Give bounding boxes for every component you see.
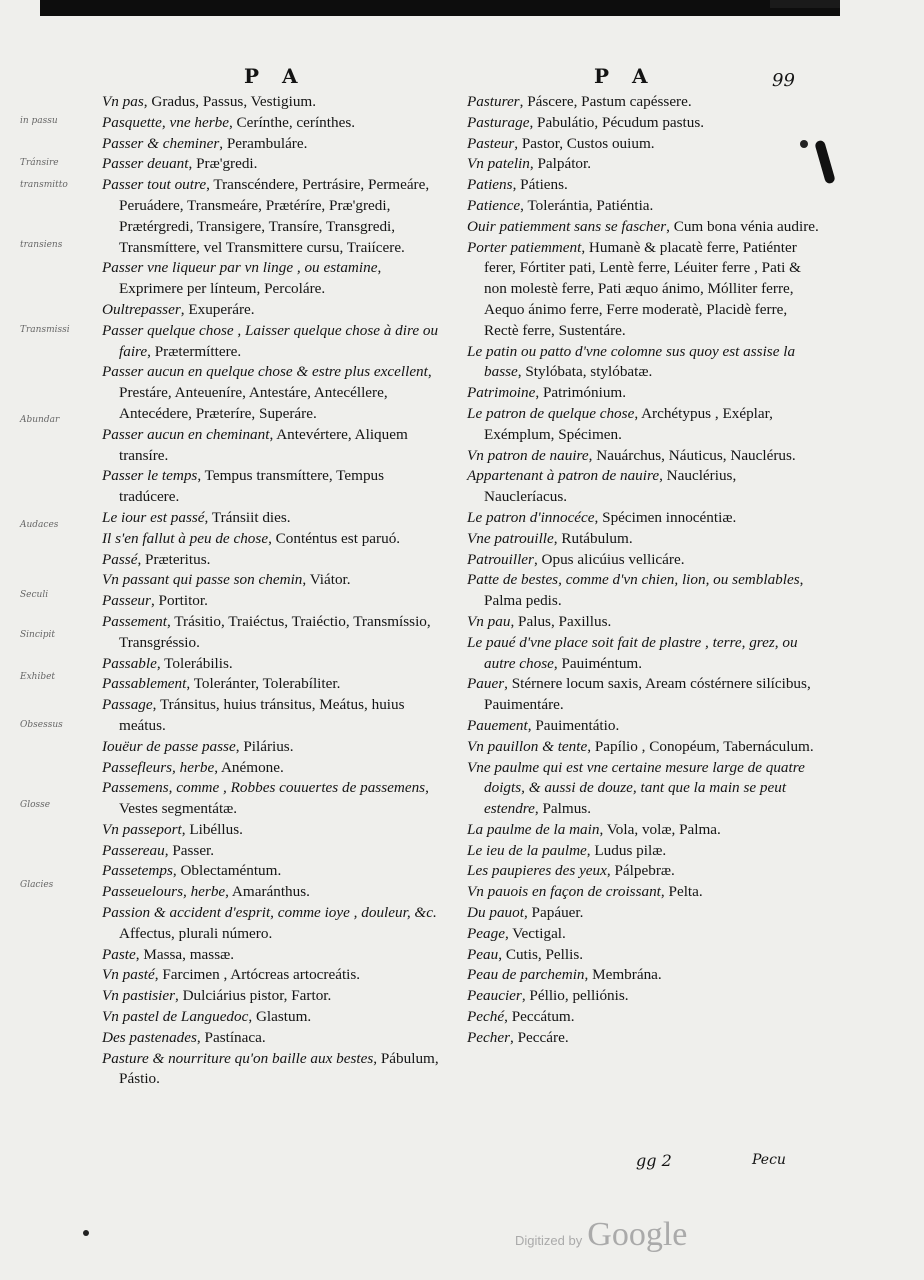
dictionary-entry [467,716,819,737]
entry-headword: Pasteur [467,134,515,152]
entry-headword: Patience [467,196,521,214]
entry-headword: Vn pastel de Languedoc [102,1008,249,1026]
entry-translation: , Cutis, Pellis. [498,945,584,963]
dictionary-entry [467,175,819,196]
dictionary-entry [467,737,819,758]
dictionary-entry [102,758,442,779]
margin-note: Glosse [20,800,51,810]
entry-headword: Passefleurs, herbe [102,758,215,776]
dictionary-entry [102,861,442,882]
entry-translation: , Vola, volæ, Palma. [599,820,721,838]
entry-translation: , Exuperáre. [180,300,255,318]
entry-headword: Pauement [467,716,528,734]
entry-translation: , Nauárchus, Náuticus, Nauclérus. [588,446,796,464]
entry-headword: Du pauot [467,904,524,922]
entry-translation: , Tolerántia, Patiéntia. [520,196,654,214]
entry-headword: Appartenant à patron de nauire [467,467,660,485]
dictionary-entry [467,1007,819,1028]
entry-headword: Passion & accident d'esprit, comme ioye , douleur, &c. [102,904,437,922]
entry-translation: , Dulciárius pistor, Fartor. [175,987,332,1005]
entry-headword: Vne patrouille [467,529,554,547]
entry-translation: , Peccáre. [510,1028,569,1046]
entry-translation: , Gradus, Passus, Vestigium. [143,93,317,110]
entry-headword: Pauer [467,675,505,693]
entry-translation: , Prætermíttere. [147,342,242,360]
entry-headword: Ouir patiemment sans se fascher [467,217,667,235]
entry-translation: , Páscere, Pastum capéssere. [519,93,692,110]
entry-headword: Passé [102,550,138,568]
entry-translation: , Pastor, Custos ouium. [514,134,655,152]
entry-headword: Patrouiller [467,550,534,568]
dictionary-entry [102,903,442,945]
dictionary-entry [102,134,442,155]
entry-headword: Vn pau [467,612,511,630]
dictionary-entry [102,778,442,820]
entry-headword: Le iour est passé [102,508,205,526]
margin-note: Abundar [20,415,60,425]
dictionary-entry [467,612,819,633]
entry-headword: Iouëur de passe passe [102,737,236,755]
dictionary-entry [102,466,442,508]
entry-headword: Passer le temps [102,467,198,485]
entry-translation: , Palmus. [534,800,592,818]
entry-headword: Des pastenades [102,1028,197,1046]
entry-headword: Les paupieres des yeux [467,862,607,880]
entry-translation: , Pátiens. [512,176,568,194]
dictionary-entry [102,92,442,113]
entry-headword: Vn passant qui passe son chemin [102,571,303,589]
entry-translation: , Tránsitus, huius tránsitus, Meátus, huius meátus. [119,696,405,734]
entry-translation: , Glastum. [248,1008,312,1026]
entry-translation: , Oblectaméntum. [172,862,282,880]
dictionary-entry [102,841,442,862]
entry-translation: , Anémone. [214,758,284,776]
watermark-prefix: Digitized by [515,1233,583,1248]
entry-translation: , Toleránter, Tolerabíliter. [186,675,341,693]
margin-note: Exhibet [20,672,56,682]
entry-headword: Passetemps [102,862,173,880]
entry-translation: , Patrimónium. [535,384,627,402]
dictionary-entry [102,550,442,571]
signature-mark: gg 2 [636,1151,672,1170]
margin-note: transmitto [20,180,68,190]
entry-translation: , Pelta. [660,883,703,901]
entry-translation: , Massa, massæ. [135,945,235,963]
entry-headword: Pasture & nourriture qu'on baille aux bestes [102,1049,374,1067]
entry-translation: , Portitor. [150,592,208,610]
dictionary-entry [467,1028,819,1049]
entry-translation: , Passer. [164,841,215,859]
entry-headword: Vn passeport [102,820,182,838]
dictionary-entry [102,362,442,424]
dictionary-entry [102,300,442,321]
entry-translation: , Péllio, pelliónis. [521,987,629,1005]
dictionary-entry [102,175,442,258]
entry-headword: Peaucier [467,987,522,1005]
dictionary-entry [102,654,442,675]
dictionary-entry [102,674,442,695]
entry-translation: , Pábulum, Pástio. [119,1049,439,1088]
entry-headword: Pasturage [467,113,530,131]
entry-translation: , Stylóbata, stylóbatæ. [517,363,653,381]
entry-translation: , Tolerábilis. [156,654,233,672]
entry-headword: Passeuelours, herbe [102,883,226,901]
entry-translation: , Rutábulum. [553,529,633,547]
dictionary-entry [102,965,442,986]
entry-headword: Passeur [102,592,151,610]
margin-note: Transmissi [20,325,70,335]
entry-translation: , Conténtus est paruó. [268,529,401,547]
entry-translation: , Ludus pilæ. [586,841,667,859]
entry-headword: Peage [467,924,505,942]
entry-translation: , Stérnere locum saxis, Aream cóstérnere silícibus, Pauimentáre. [484,675,811,714]
entry-headword: Passer quelque chose , Laisser quelque chose à dire ou faire [102,321,439,360]
entry-translation: , Viátor. [302,571,351,589]
entry-headword: Le paué d'vne place soit fait de plastre , terre, grez, ou autre chose [467,633,798,672]
dictionary-entry [467,633,819,675]
dictionary-entry [467,758,819,820]
entry-headword: Passable [102,654,157,672]
entry-headword: Paste [102,945,136,963]
dictionary-entry [102,1028,442,1049]
dictionary-entry [102,1007,442,1028]
entry-headword: Passement [102,612,167,630]
entry-translation: , Præteritus. [137,550,211,568]
right-column [467,92,819,1049]
dictionary-entry [102,570,442,591]
margin-note: Audaces [20,520,59,530]
entry-headword: Passablement [102,675,187,693]
entry-translation: , Vectigal. [504,924,566,942]
catchword: Pecu [752,1152,786,1168]
entry-translation: , Tránsiit dies. [204,508,291,526]
dictionary-entry [467,113,819,134]
entry-headword: Vn pastisier [102,987,175,1005]
entry-translation: , Pálpebræ. [606,862,675,880]
entry-translation: , Tempus transmíttere, Tempus tradúcere. [119,467,385,506]
dictionary-entry [102,1049,442,1091]
entry-translation: , Papílio , Conopéum, Tabernáculum. [587,737,814,755]
entry-translation: , Transcéndere, Pertrásire, Permeáre, Peruádere, Transmeáre, Prætéríre, Præ'gredi, Prætérgredi, Transigere, Transíre, Transgredi, Transmíttere, vel Transmittere cursu, Traiícere. [119,176,430,256]
dictionary-entry [467,529,819,550]
dictionary-entry [102,695,442,737]
entry-translation: , Antevértere, Aliquem transíre. [119,425,408,464]
dictionary-entry [102,820,442,841]
google-logo: Google [587,1216,688,1253]
dictionary-entry [467,238,819,342]
running-head-left: P A [244,64,306,88]
left-column [102,92,442,1090]
dictionary-entry [467,550,819,571]
entry-translation: , Pastínaca. [196,1028,266,1046]
margin-note: Obsessus [20,720,63,730]
entry-translation: , Membrána. [584,966,662,984]
entry-translation: , Prestáre, Anteueníre, Antestáre, Antecéllere, Antecédere, Præteríre, Superáre. [119,363,432,422]
entry-headword: Il s'en fallut à peu de chose [102,529,269,547]
page-number: 99 [772,70,795,91]
entry-translation: , Humanè & placatè ferre, Patiénter ferer, Fórtiter pati, Lentè ferre, Léuiter ferre , Pati & non molestè ferre, Pati æquo ánimo, Mólliter ferre, Aequo ánimo ferre, Ferre moderatè, Placidè ferre, Rectè ferre, Sustentáre. [484,238,801,339]
entry-translation: , Exprimere per línteum, Percoláre. [119,259,382,298]
entry-headword: Peché [467,1008,505,1026]
entry-translation: , Præ'gredi. [188,155,258,173]
entry-translation: , Amaránthus. [225,883,310,901]
entry-translation: , Opus alicúius vellicáre. [533,550,685,568]
entry-headword: Vn pas [102,93,144,110]
entry-translation: , Trásitio, Traiéctus, Traiéctio, Transmíssio, Transgréssio. [119,612,431,651]
entry-translation: , Vestes segmentátæ. [119,779,429,818]
entry-headword: Passer tout outre [102,176,207,194]
entry-headword: Pecher [467,1028,511,1046]
entry-headword: Le patron d'innocéce [467,508,595,526]
entry-headword: Pasquette, vne herbe [102,113,229,131]
ink-dot [83,1230,89,1236]
top-edge-shadow [40,0,840,16]
dictionary-entry [102,321,442,363]
dictionary-entry [102,113,442,134]
dictionary-entry [467,986,819,1007]
dictionary-entry [467,92,819,113]
dictionary-entry [467,945,819,966]
entry-headword: Passer aucun en quelque chose & estre plus excellent [102,363,428,381]
running-head-right: P A [594,64,656,88]
dictionary-entry [102,425,442,467]
dictionary-entry [102,737,442,758]
entry-headword: Vn pasté [102,966,155,984]
dictionary-entry [102,154,442,175]
dictionary-entry [102,529,442,550]
margin-note: in passu [20,116,58,126]
margin-note: transiens [20,240,63,250]
entry-translation: , Libéllus. [181,820,243,838]
entry-headword: Le ieu de la paulme [467,841,587,859]
entry-translation: , Cerínthe, cerínthes. [228,113,356,131]
entry-headword: Patte de bestes, comme d'vn chien, lion, ou semblables [467,571,800,589]
dictionary-entry [467,674,819,716]
entry-headword: Vne paulme qui est vne certaine mesure large de quatre doigts, & aussi de douze, tant que la main se peut estendre [467,758,805,818]
dictionary-entry [102,508,442,529]
entry-headword: Vn pauillon & tente [467,737,588,755]
top-edge-shadow-right [770,0,840,8]
entry-headword: Passer & cheminer [102,134,220,152]
dictionary-entry [467,342,819,384]
dictionary-entry [467,508,819,529]
dictionary-entry [102,882,442,903]
digitized-watermark [515,1216,687,1254]
entry-headword: Peau [467,945,499,963]
entry-translation: , Peccátum. [504,1008,575,1026]
entry-headword: Peau de parchemin [467,966,585,984]
margin-note: Tránsire [20,158,59,168]
entry-headword: Passer aucun en cheminant [102,425,270,443]
entry-translation: , Nauclérius, Naucleríacus. [484,467,737,506]
dictionary-entry [467,134,819,155]
dictionary-entry [467,965,819,986]
margin-note: Glacies [20,880,54,890]
entry-headword: Passereau [102,841,165,859]
entry-translation: , Pauiméntum. [553,654,643,672]
dictionary-entry [467,570,819,612]
dictionary-entry [467,404,819,446]
entry-headword: Passemens, comme , Robbes couuertes de passemens [102,779,426,797]
dictionary-entry [467,383,819,404]
entry-headword: Passer vne liqueur par vn linge , ou estamine [102,259,378,277]
entry-translation: Affectus, plurali número. [119,924,273,942]
margin-note: Sincipit [20,630,56,640]
entry-headword: Pasturer [467,93,520,110]
entry-headword: Patrimoine [467,384,536,402]
dictionary-entry [467,446,819,467]
dictionary-entry [467,820,819,841]
dictionary-entry [467,841,819,862]
dictionary-entry [102,612,442,654]
entry-headword: Passage [102,696,153,714]
entry-translation: , Archétypus , Exéplar, Exémplum, Spécimen. [484,404,773,443]
entry-translation: , Palma pedis. [484,571,804,610]
entry-translation: , Cum bona vénia audire. [666,217,819,235]
entry-headword: Porter patiemment [467,238,582,256]
entry-translation: , Pauimentátio. [527,716,620,734]
entry-translation: , Farcimen , Artócreas artocreátis. [154,966,361,984]
dictionary-entry [467,217,819,238]
dictionary-entry [467,466,819,508]
entry-translation: , Perambuláre. [219,134,308,152]
dictionary-entry [467,924,819,945]
entry-headword: Vn pauois en façon de croissant [467,883,661,901]
entry-translation: , Spécimen innocéntiæ. [594,508,737,526]
ink-dot [800,140,808,148]
dictionary-entry [102,591,442,612]
dictionary-entry [467,196,819,217]
entry-headword: Passer deuant [102,155,189,173]
dictionary-entry [102,986,442,1007]
entry-headword: Oultrepasser [102,300,181,318]
margin-note: Seculi [20,590,49,600]
entry-translation: , Pilárius. [235,737,294,755]
entry-headword: Patiens [467,176,513,194]
dictionary-entry [102,258,442,300]
dictionary-entry [102,945,442,966]
dictionary-entry [467,903,819,924]
entry-headword: Le patin ou patto d'vne colomne sus quoy est assise la basse [467,342,796,381]
dictionary-entry [467,882,819,903]
entry-headword: La paulme de la main [467,820,600,838]
entry-translation: , Pabulátio, Pécudum pastus. [529,113,705,131]
entry-headword: Le patron de quelque chose [467,404,635,422]
dictionary-entry [467,861,819,882]
entry-headword: Vn patelin [467,155,530,173]
entry-translation: , Papáuer. [523,904,584,922]
dictionary-entry [467,154,819,175]
entry-headword: Vn patron de nauire [467,446,589,464]
entry-translation: , Palus, Paxillus. [510,612,612,630]
entry-translation: , Palpátor. [529,155,592,173]
